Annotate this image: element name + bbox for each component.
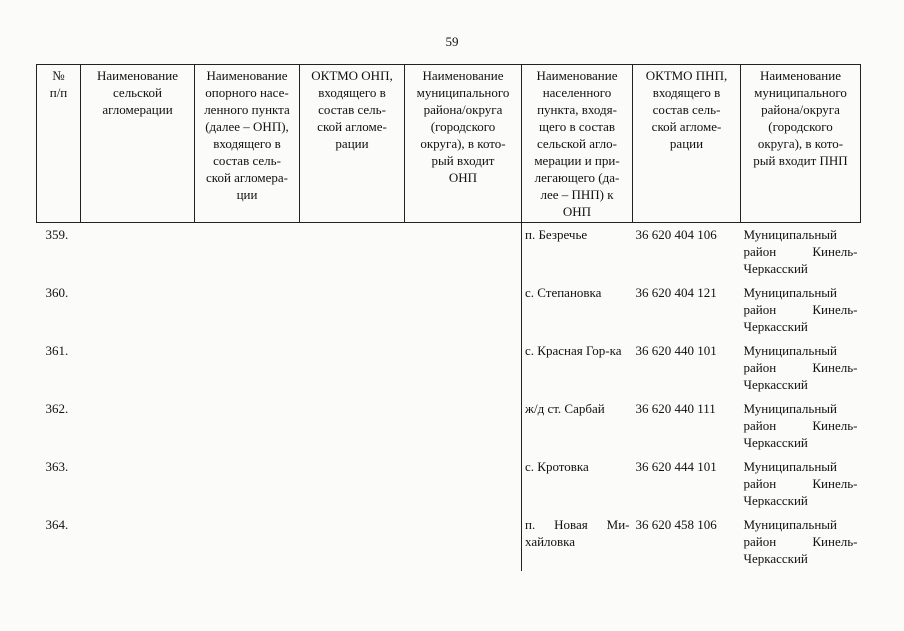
cell-agglomeration — [81, 513, 195, 571]
cell-pnp-name: п. Безречье — [522, 223, 633, 281]
cell-onp-oktmo — [300, 397, 405, 455]
table-row — [37, 397, 861, 455]
cell-agglomeration — [81, 397, 195, 455]
cell-onp-oktmo — [300, 223, 405, 281]
cell-onp-oktmo — [300, 455, 405, 513]
cell-pnp-oktmo: 36 620 440 101 — [635, 342, 717, 358]
cell-pnp-name: с. Красная Гор-ка — [522, 339, 633, 397]
cell-pnp-district: Муниципальный район Кинель-Черкасский — [743, 458, 858, 508]
header-number: № п/п — [37, 65, 81, 223]
page-number: 59 — [445, 34, 459, 49]
header-pnp-name: Наименование населенного пункта, входя- щего в состав сельской агло- мерации и при- легающего (да- лее – ПНП) к ОНП — [522, 65, 633, 223]
cell-agglomeration — [81, 455, 195, 513]
header-onp-name: Наименование опорного насе- ленного пункта (далее – ОНП), входящего в состав сель- ской агломера- ции — [195, 65, 300, 223]
cell-onp-district — [405, 281, 522, 339]
cell-pnp-name: п. Новая Ми-хайловка — [522, 513, 633, 571]
cell-agglomeration — [81, 339, 195, 397]
row-number: 361. — [45, 342, 69, 358]
cell-onp-oktmo — [300, 281, 405, 339]
row-number: 362. — [45, 400, 69, 416]
cell-pnp-oktmo: 36 620 458 106 — [635, 516, 717, 532]
cell-pnp-district: Муниципальный район Кинель-Черкасский — [743, 284, 858, 334]
cell-onp-name — [195, 513, 300, 571]
row-number: 364. — [45, 516, 69, 532]
table-row — [37, 339, 861, 397]
cell-onp-district — [405, 455, 522, 513]
table-row — [37, 281, 861, 339]
cell-onp-name — [195, 397, 300, 455]
cell-onp-name — [195, 455, 300, 513]
cell-onp-oktmo — [300, 513, 405, 571]
table-row — [37, 223, 861, 281]
row-number: 363. — [45, 458, 69, 474]
cell-pnp-oktmo: 36 620 404 121 — [635, 284, 717, 300]
row-number: 360. — [45, 284, 69, 300]
cell-pnp-oktmo: 36 620 440 111 — [635, 400, 716, 416]
cell-pnp-district: Муниципальный район Кинель-Черкасский — [743, 400, 858, 450]
cell-onp-district — [405, 223, 522, 281]
cell-onp-district — [405, 397, 522, 455]
cell-agglomeration — [81, 281, 195, 339]
row-number: 359. — [45, 227, 69, 242]
header-pnp-oktmo: ОКТМО ПНП, входящего в состав сель- ской агломе- рации — [633, 65, 741, 223]
header-agglomeration: Наименование сельской агломерации — [81, 65, 195, 223]
cell-onp-name — [195, 281, 300, 339]
cell-onp-district — [405, 339, 522, 397]
table-row — [37, 513, 861, 571]
header-row — [37, 65, 861, 223]
cell-onp-name — [195, 223, 300, 281]
cell-onp-district — [405, 513, 522, 571]
cell-pnp-oktmo: 36 620 444 101 — [635, 458, 717, 474]
cell-pnp-district: Муниципальный район Кинель-Черкасский — [743, 227, 858, 276]
cell-pnp-district: Муниципальный район Кинель-Черкасский — [743, 342, 858, 392]
cell-onp-name — [195, 339, 300, 397]
cell-pnp-oktmo: 36 620 404 106 — [635, 227, 717, 242]
header-pnp-district: Наименование муниципального района/округа (городского округа), в кото- рый входит ПНП — [741, 65, 861, 223]
cell-agglomeration — [81, 223, 195, 281]
cell-pnp-name: ж/д ст. Сарбай — [522, 397, 633, 455]
cell-pnp-district: Муниципальный район Кинель-Черкасский — [743, 516, 858, 566]
header-onp-district: Наименование муниципального района/округа (городского округа), в кото- рый входит ОНП — [405, 65, 522, 223]
header-onp-oktmo: ОКТМО ОНП, входящего в состав сель- ской агломе- рации — [300, 65, 405, 223]
cell-onp-oktmo — [300, 339, 405, 397]
cell-pnp-name: с. Кротовка — [522, 455, 633, 513]
agglomeration-table — [36, 64, 861, 571]
table-row — [37, 455, 861, 513]
cell-pnp-name: с. Степановка — [522, 281, 633, 339]
